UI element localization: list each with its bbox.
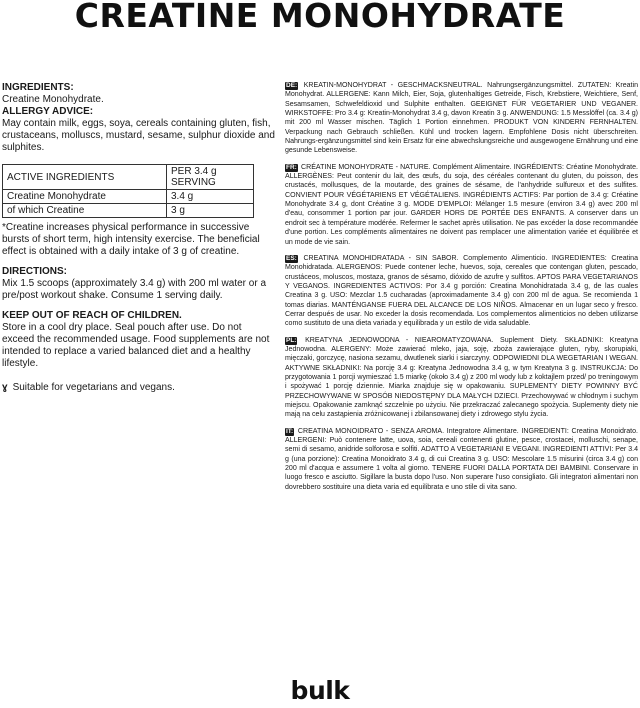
keep-out-of-reach-heading: KEEP OUT OF REACH OF CHILDREN. [2,310,182,321]
translation-pl [285,336,638,420]
table-cell: of which Creatine [3,204,167,218]
table-row [3,204,254,218]
translations-panel [285,81,638,499]
language-tag-fr: FR: [286,163,297,171]
table-row [3,190,254,204]
translation-text-de: KREATIN-MONOHYDRAT - GESCHMACKSNEUTRAL. Nahrungsergänzungsmittel. ZUTATEN: Kreatin Monohydrat. ALLERGENE: Kann Milch, Eier, Soja, glutenhaltiges Getreide, Fisch, Krebstiere, Weichtiere, Senf, Sesamsamen, Schwefeldioxid und Sulphite enthalten. GEEIGNET FÜR VEGETARIER UND VEGANER. WIRKSTOFFE: Pro 3.4 g: Kreatin-Monohydrat 3.4 g, davon Kreatin 3 g. ANWENDUNG: 1.5 Messlöffel (ca. 3.4 g) mit 200 ml Wasser mischen. Täglich 1 Portion einnehmen. PRODUKT VON KINDERN FERNHALTEN. Verpackung nach Gebrauch schließen. Kühl und trocken lagern. Empfohlene Dosis nicht überschreiten. Nahrungs-ergänzungsmittel sind kein Ersatz für eine abwechslungsreiche und ausgewogene Ernährung und eine gesunde Lebensweise. [285,82,638,155]
translation-text-es: CREATINA MONOHIDRATADA - SIN SABOR. Complemento Alimenticio. INGREDIENTES: Creatina Monohidratada. ALERGENOS: Puede contener leche, huevos, soja, cereales que contengan gluten, pescado, crustáceos, moluscos, mostaza, granos de sésamo, dióxido de azufre y sulfitos. APTOS PARA VEGETARIANOS Y VEGANOS. INGREDIENTES ACTIVOS: Por 3.4 g porción: Creatina Monohidratada 3.4 g, de las cuales Creatina 3 g. USO: Mezclar 1.5 cucharadas (aproximadamente 3.4 g) con 200 ml de agua. Se recomienda 1 tomas diarias. MANTÉNGANSE FUERA DEL ALCANCE DE LOS NIÑOS. Almacenar en un lugar seco y fresco. Cerrar después de usar. No exceder la dosis recomendada. Los complementos alimenticios no deben utilizarse como sustituto de una dieta variada y equilibrada y un estilo de vida saludable. [285,254,638,328]
table-cell: 3.4 g [167,190,254,204]
product-title: CREATINE MONOHYDRATE [74,0,566,35]
table-header-cell: ACTIVE INGREDIENTS [3,165,167,190]
table-header-row [3,165,254,190]
english-label-panel [2,82,276,394]
creatine-claim: *Creatine increases physical performance in successive bursts of short term, high intensity exercise. The beneficial effect is obtained with a daily intake of 3 g of creatine. [2,222,260,257]
language-tag-de: DE: [286,82,298,89]
ingredients-text: Creatine Monohydrate. [2,94,104,105]
table-cell: 3 g [167,204,254,218]
active-ingredients-table [2,164,254,218]
ingredients-heading: INGREDIENTS: [2,82,74,93]
translation-it [285,427,638,492]
language-tag-es: ES: [286,254,297,262]
translation-text-fr: CRÉATINE MONOHYDRATE - NATURE. Complément Alimentaire. INGRÉDIENTS: Créatine Monohydrate. ALLERGÈNES: Peut contenir du lait, des œufs, du soja, des céréales contenant du gluten, du poisson, des crustacés, mollusques, de la moutarde, des graines de sésame, de l'anhydride sulfureux et des sulfites. CONVIENT POUR VÉGÉTARIENS ET VÉGÉTALIENS. INGRÉDIENTS ACTIFS: Par portion de 3.4 g: Créatine Monohydrate 3.4 g, dont Créatine 3 g. MODE D'EMPLOI: Mélanger 1.5 mesure (environ 3.4 g) avec 200 ml d'eau, consommer 1 portion par jour. GARDER HORS DE PORTÉE DES ENFANTS. A conserver dans un endroit sec à température modérée. Refermer le sachet après utilisation. Ne pas excéder la dose recommandée d'une portion. Les compléments alimentaires ne doivent pas remplacer une alimentation variée et équilibrée et un mode de vie sain. [285,163,638,246]
table-cell: Creatine Monohydrate [3,190,167,204]
language-tag-pl: PL: [286,336,297,344]
brand-logo: bulk [290,676,350,705]
translation-text-pl: KREATYNA JEDNOWODNA - NIEAROMATYZOWANA. Suplement Diety. SKŁADNIKI: Kreatyna Jednowodna. ALERGENY: Może zawierać mleko, jaja, soję, zboża zawierające gluten, ryby, skorupiaki, mięczaki, gorczycę, nasiona sezamu, dwutlenek siarki i siarczyny. ODPOWIEDNI DLA WEGETARIAN I WEGAN. AKTYWNE SKŁADNIKI: Na porcję 3.4 g: Kreatyna Jednowodna 3.4 g, w tym Kreatyna 3 g. INSTRUKCJA: Do przygotowania 1 porcji wymieszać 1.5 miarkę (około 3.4 g) z 200 ml wody lub z koktajlem przed/ po treningowym i spożywać 1 porcję dziennie. Miarka znajduje się w opakowaniu. SUPLEMENTY DIETY POWINNY BYĆ PRZECHOWYWANE W SPOSÓB NIEDOSTĘPNY DLA MAŁYCH DZIECI. Przechowywać w chłodnym i suchym miejscu. Opakowanie zamknąć szczelnie po użyciu. Nie przekraczać zalecanego spożycia. Suplementy diety nie mają na celu zastąpienia zróżnicowanej i zbilansowanej diety i zdrowego stylu życia. [285,336,638,419]
allergy-heading: ALLERGY ADVICE: [2,106,94,117]
translation-es [285,254,638,329]
vegetarian-statement [2,382,276,394]
vegetarian-leaf-icon: ɣ [2,382,8,393]
vegetarian-text: Suitable for vegetarians and vegans. [12,382,175,393]
language-tag-it: IT: [286,427,294,435]
directions-heading: DIRECTIONS: [2,266,67,277]
translation-text-it: CREATINA MONOIDRATO - SENZA AROMA. Integratore Alimentare. INGREDIENTI: Creatina Monoidrato. ALLERGENI: Può contenere latte, uova, soia, cereali contenenti glutine, pesce, crostacei, molluschi, senape, semi di sesamo, anidride solforosa e solfiti. ADATTO A VEGETARIANI E VEGANI. INGREDIENTI ATTIVI: Per 3.4 g (una porzione): Creatina Monoidrato 3.4 g, di cui Creatina 3 g. USO: Mescolare 1.5 misurini (circa 3.4 g) con 200 ml d'acqua e assumere 1 volta al giorno. TENERE FUORI DALLA PORTATA DEI BAMBINI. Conservare in luogo fresco e asciutto. Sigillare la busta dopo l'uso. Non superare l'uso consigliato. Gli integratori alimentari non dovrebbero sostituire una dieta varia ed equilibrata e uno stile di vita sano. [285,427,638,491]
directions-text: Mix 1.5 scoops (approximately 3.4 g) with 200 ml water or a pre/post workout shake. Consume 1 serving daily. [2,278,266,301]
allergy-text: May contain milk, eggs, soya, cereals containing gluten, fish, crustaceans, molluscs, mustard, sesame, sulphur dioxide and sulphites. [2,118,275,153]
table-header-cell: PER 3.4 g SERVING [167,165,254,190]
storage-text: Store in a cool dry place. Seal pouch after use. Do not exceed the recommended usage. Food supplements are not intended to replace a varied balanced diet and a healthy lifestyle. [2,322,270,369]
translation-fr [285,163,638,247]
translation-de [285,81,638,156]
